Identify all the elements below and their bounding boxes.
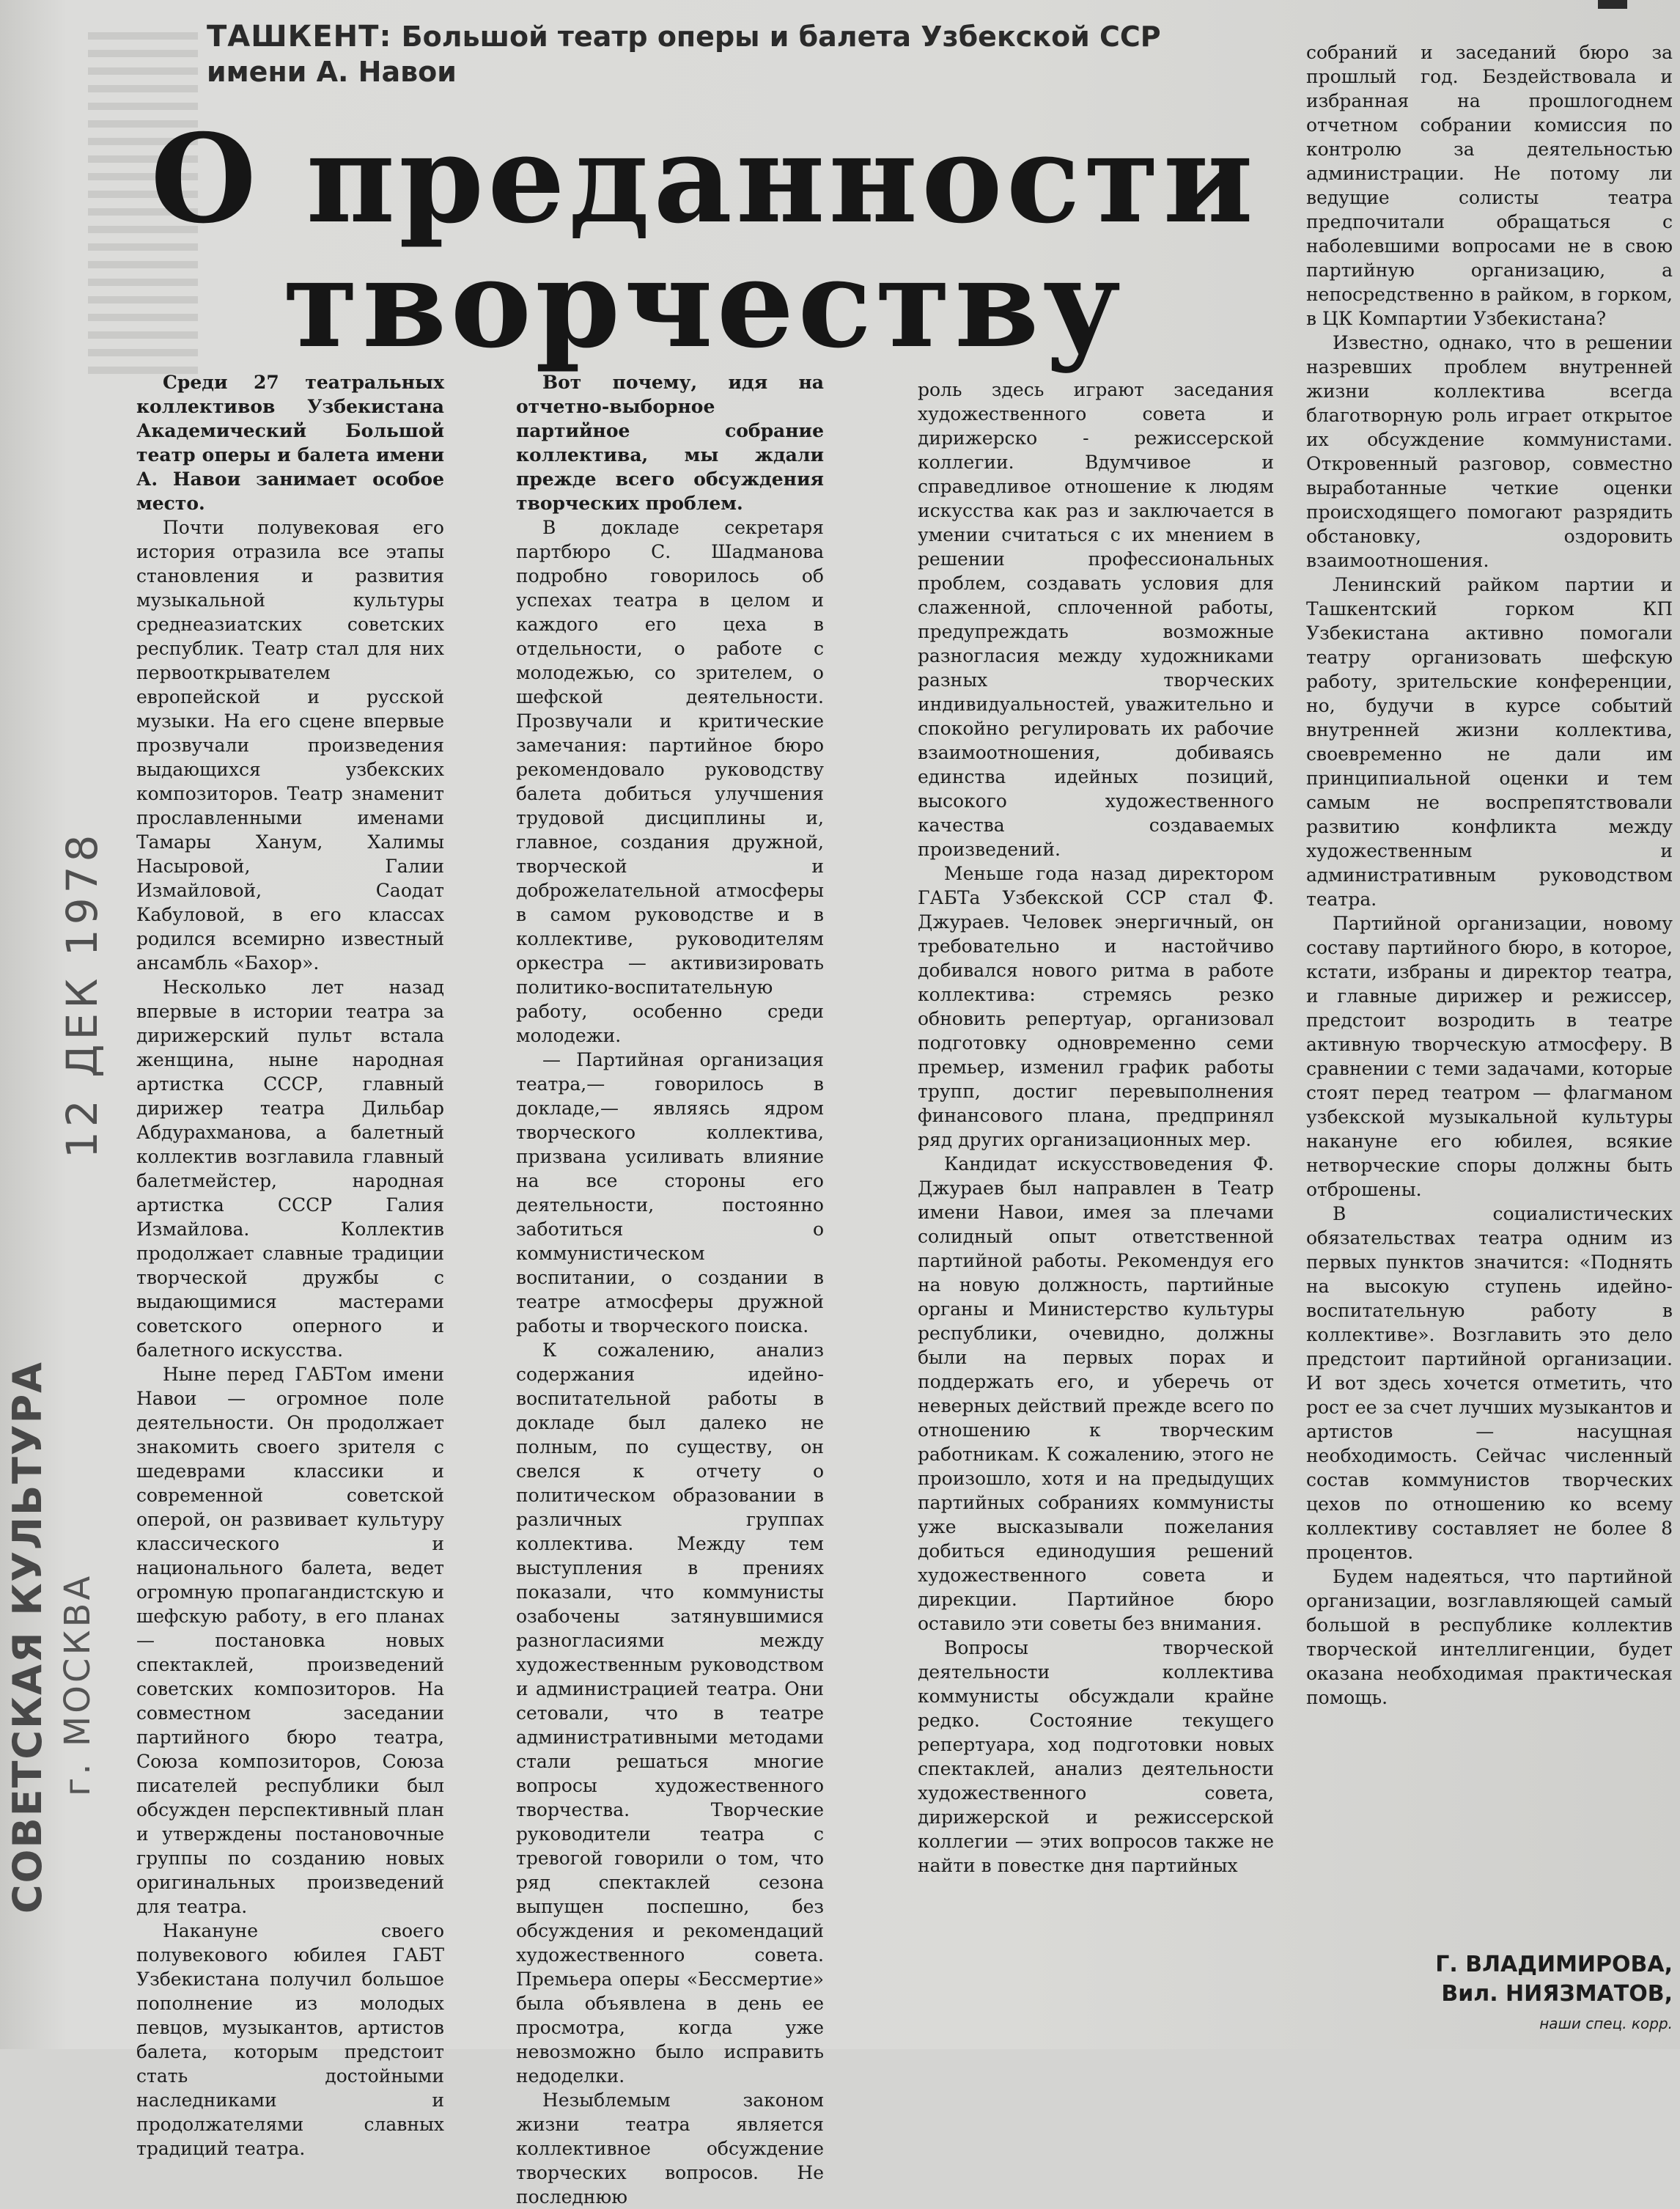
headline-line1: О преданности (150, 108, 1257, 251)
date-stamp: 12 ДЕК 1978 (57, 830, 107, 1158)
author-1: Г. ВЛАДИМИРОВА, (1435, 1952, 1673, 1977)
paragraph: Накануне своего полувекового юбилея ГАБТ Узбекистана получил большое пополнение из молодых певцов, музыкантов, артистов балета, которым предстоит стать достойными наследниками и продолжателями славных традиций театра. (136, 1920, 444, 2159)
paragraph: Несколько лет назад впервые в истории театра за дирижерский пульт встала женщина, ныне народная артистка СССР, главный дирижер театра Дильбар Абдурахманова, а балетный коллектив возглавила главный балетмейстер, народная артистка СССР Галия Измайлова. Коллектив продолжает славные традиции творческой дружбы с выдающимися мастерами советского оперного и балетного искусства. (136, 977, 444, 1361)
column-rule-mark (1598, 0, 1627, 9)
paragraph: Известно, однако, что в решении назревших проблем внутренней жизни коллектива всегда благотворную роль играет открытое их обсуждение коммунистами. Откровенный разговор, совместно выработанные четкие оценки происходящего помогают разрядить обстановку, оздоровить взаимоотношения. (1306, 332, 1673, 571)
byline (1306, 1950, 1673, 2038)
author-2: Вил. НИЯЗМАТОВ, (1441, 1981, 1673, 2007)
lead-paragraph: Среди 27 театральных коллективов Узбекистана Академический Большой театр оперы и балета имени А. Навои занимает особое место. (136, 372, 444, 514)
paragraph: собраний и заседаний бюро за прошлый год. Бездействовала и избранная на прошлогоднем отчетном собрании комиссия по контролю за деятельностью администрации. Не потому ли ведущие солисты театра предпочитали обращаться с наболевшими вопросами не в свою партийную организацию, а непосредственно в райком, в горком, в ЦК Компартии Узбекистана? (1306, 42, 1673, 329)
paragraph: В докладе секретаря партбюро С. Шадманова подробно говорилось об успехах театра в целом и каждого его цеха в отдельности, о работе с молодежью, со зрителем, о шефской деятельности. Прозвучали и критические замечания: партийное бюро рекомендовало руководству балета добиться улучшения трудовой дисциплины и, главное, создания дружной, творческой и доброжелательной атмосферы в самом руководстве и в коллективе, руководителям оркестра — активизировать политико-воспитательную работу, особенно среди молодежи. (516, 517, 824, 1046)
paragraph: К сожалению, анализ содержания идейно-воспитательной работы в докладе был далеко не полным, по существу, он свелся к отчету о политическом образовании в различных группах коллектива. Между тем выступления в прениях показали, что коммунисты озабочены затянувшимися разногласиями между художественным руководством и администрацией театра. Они сетовали, что в театре административными методами стали решаться многие вопросы художественного творчества. Творческие руководители театра с тревогой говорили о том, что ряд спектаклей сезона выпущен поспешно, без обсуждения и рекомендаций художественного совета. Премьера оперы «Бессмертие» была объявлена в день ее просмотра, когда уже невозможно было исправить недоделки. (516, 1339, 824, 2087)
author-note: наши спец. корр. (1539, 2015, 1673, 2032)
dateline-line1: Большой театр оперы и балета Узбекской ССР (401, 21, 1161, 53)
paragraph: — Партийная организация театра,— говорилось в докладе,— являясь ядром творческого коллектива, призвана усиливать влияние на все стороны его деятельности, постоянно заботиться о коммунистическом воспитании, о создании в театре атмосферы дружной работы и творческого поиска. (516, 1049, 824, 1337)
city-stamp: г. МОСКВА (57, 1573, 98, 1796)
headline-line2: творчеству (283, 232, 1124, 375)
paragraph: Будем надеяться, что партийной организации, возглавляющей самый большой в республике коллектив творческой интеллигенции, будет оказана необходимая практическая помощь. (1306, 1566, 1673, 1708)
article-column-1 (136, 370, 444, 2159)
dateline (207, 19, 1262, 89)
paragraph: Ныне перед ГАБТом имени Навои — огромное поле деятельности. Он продолжает знакомить своего зрителя с шедеврами классики и современной советской оперой, он развивает культуру классического и национального балета, ведет огромную пропагандистскую и шефскую работу, в его планах — постановка новых спектаклей, произведений советских композиторов. На совместном заседании партийного бюро театра, Союза композиторов, Союза писателей республики был обсужден перспективный план и утверждены постановочные группы по созданию новых оригинальных произведений для театра. (136, 1364, 444, 1917)
paragraph: роль здесь играют заседания художественного совета и дирижерско - режиссерской коллегии. Вдумчивое и справедливое отношение к людям искусства как раз и заключается в умении считаться с их мнением в решении профессиональных проблем, создавать условия для слаженной, сплоченной работы, предупреждать возможные разногласия между художниками разных творческих индивидуальностей, уважительно и спокойно регулировать их рабочие взаимоотношения, добиваясь единства идейных позиций, высокого художественного качества создаваемых произведений. (918, 379, 1274, 860)
paragraph: Меньше года назад директором ГАБТа Узбекской ССР стал Ф. Джураев. Человек энергичный, он требовательно и настойчиво добивался нового ритма в работе коллектива: стремясь резко обновить репертуар, организовал подготовку одновременно семи премьер, изменил график работы трупп, достиг перевыполнения финансового плана, предпринял ряд других организационных мер. (918, 863, 1274, 1150)
dateline-line2: имени А. Навои (207, 56, 457, 88)
article-column-2 (516, 370, 824, 2208)
newspaper-name-stamp: СОВЕТСКАЯ КУЛЬТУРА (4, 1361, 51, 1914)
article-column-3 (918, 378, 1274, 2031)
paragraph: В социалистических обязательствах театра одним из первых пунктов значится: «Поднять на высокую ступень идейно-воспитательную работу в коллективе». Возглавить это дело предстоит партийной организации. И вот здесь хочется отметить, что рост ее за счет лучших музыкантов и артистов — насущная необходимость. Сейчас численный состав коммунистов творческих цехов по отношению ко всему коллективу составляет не более 8 процентов. (1306, 1203, 1673, 1563)
article-column-4 (1306, 40, 1673, 1947)
paragraph: Почти полувековая его история отразила все этапы становления и развития музыкальной культуры среднеазиатских советских республик. Театр стал для них первооткрывателем европейской и русской музыки. На его сцене впервые прозвучали произведения выдающихся узбекских композиторов. Театр знаменит прославленными именами Тамары Ханум, Халимы Насыровой, Галии Измайловой, Саодат Кабуловой, в его классах родился всемирно известный ансамбль «Бахор». (136, 517, 444, 974)
paragraph: Ленинский райком партии и Ташкентский горком КП Узбекистана активно помогали театру организовать шефскую работу, зрительские конференции, но, будучи в курсе событий внутренней жизни коллектива, своевременно не дали им принципиальной оценки и тем самым не воспрепятствовали развитию конфликта между художественным и административным руководством театра. (1306, 574, 1673, 910)
paragraph: Вопросы творческой деятельности коллектива коммунисты обсуждали крайне редко. Состояние текущего репертуара, ход подготовки новых спектаклей, анализ деятельности художественного совета, дирижерской и режиссерской коллегии — этих вопросов также не найти в повестке дня партийных (918, 1637, 1274, 1876)
paragraph: Кандидат искусствоведения Ф. Джураев был направлен в Театр имени Навои, имея за плечами солидный опыт ответственной партийной работы. Рекомендуя его на новую должность, партийные органы и Министерство культуры республики, очевидно, должны были на первых порах и поддержать его, и уберечь от неверных действий прежде всего по отношению к творческим работникам. К сожалению, этого не произошло, хотя и на предыдущих партийных собраниях коммунисты уже высказывали пожелания добиться единодушия решений художественного совета и дирекции. Партийное бюро оставило эти советы без внимания. (918, 1153, 1274, 1634)
paragraph: Партийной организации, новому составу партийного бюро, в которое, кстати, избраны и директор театра, и главные дирижер и режиссер, предстоит возродить в театре активную творческую атмосферу. В сравнении с теми задачами, которые стоят перед театром — флагманом узбекской музыкальной культуры накануне его юбилея, всякие нетворческие споры должны быть отброшены. (1306, 913, 1673, 1200)
paragraph: Вот почему, идя на отчетно-выборное партийное собрание коллектива, мы ждали прежде всего обсуждения творческих проблем. (516, 372, 824, 514)
paragraph: Незыблемым законом жизни театра является коллективное обсуждение творческих вопросов. Не последнюю (516, 2089, 824, 2208)
dateline-city: ТАШКЕНТ: (207, 20, 392, 54)
